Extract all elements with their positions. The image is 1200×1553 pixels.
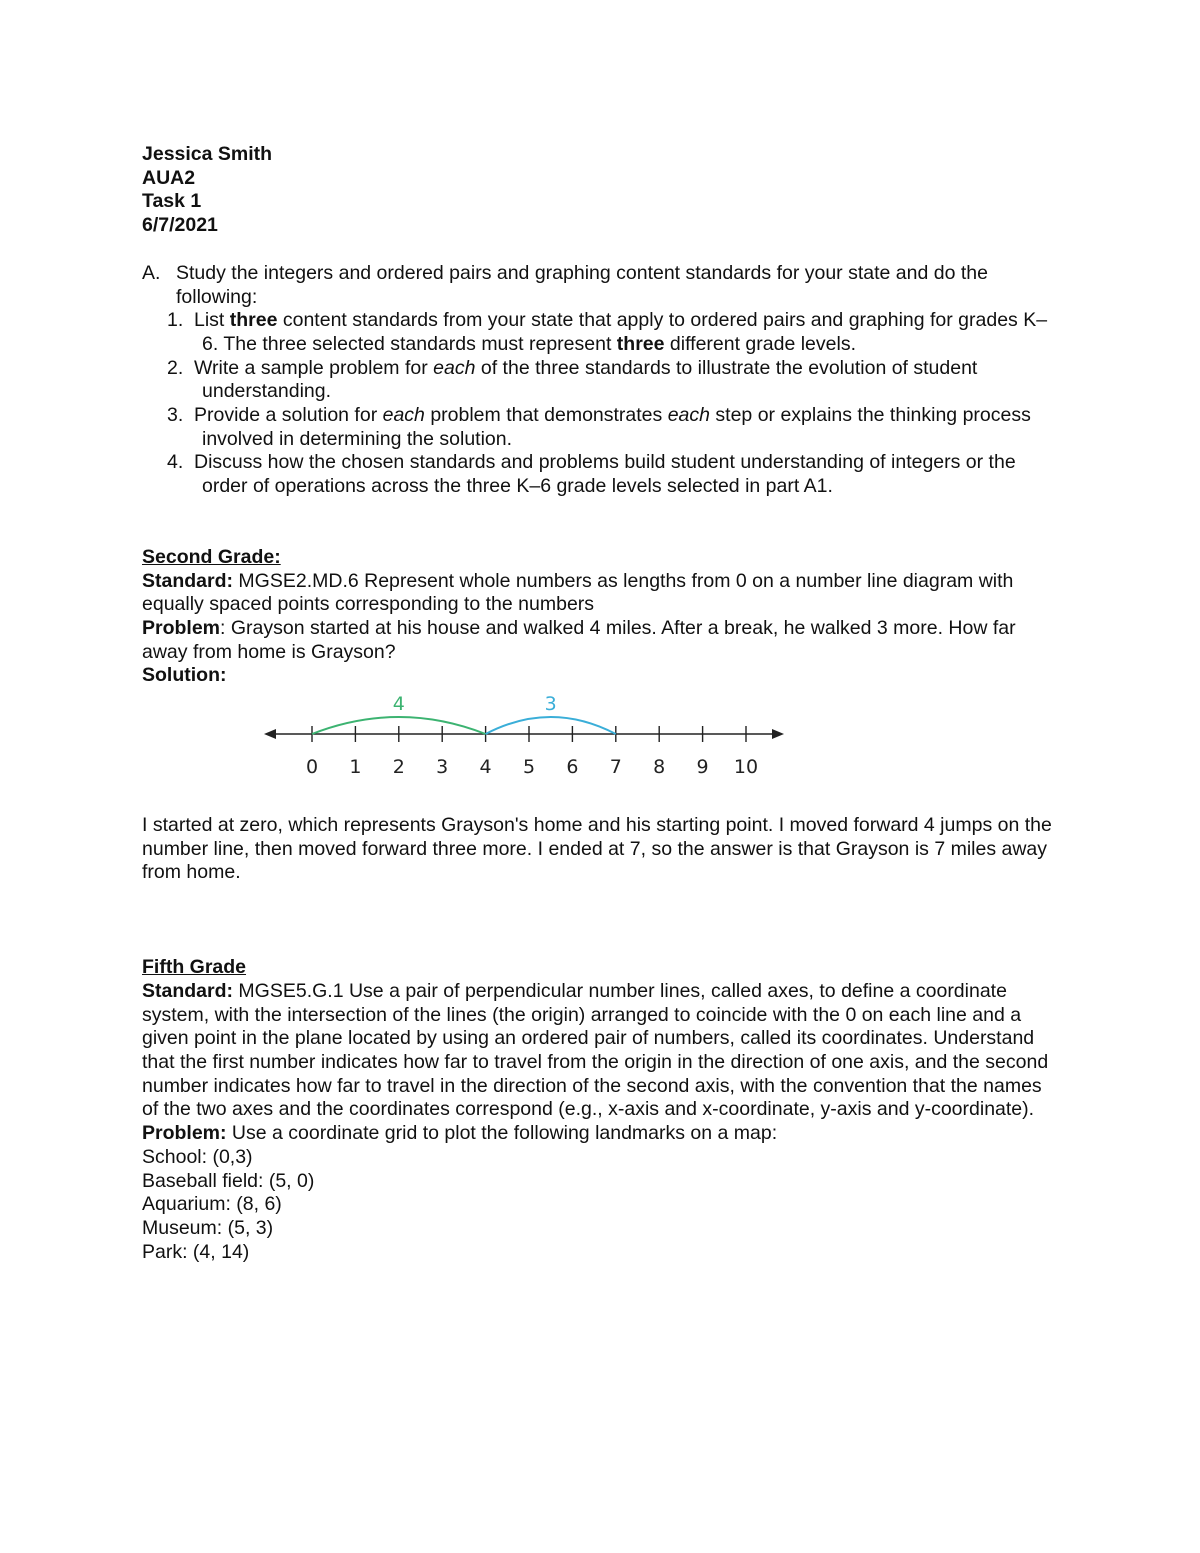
task-item-3: 3. Provide a solution for each problem that demonstrates each step or explains the thinking process involved in determining the solution.	[167, 404, 1031, 450]
right-arrow-icon	[772, 729, 784, 739]
task-item-1: 1. List three content standards from your state that apply to ordered pairs and graphing for grades K–6. The three selected standards must represent three different grade levels.	[167, 309, 1048, 355]
document-date: 6/7/2021	[142, 214, 218, 237]
number-line-tick-label: 6	[566, 756, 579, 779]
task-item-4: 4. Discuss how the chosen standards and problems build student understanding of integers or the order of operations across the three K–6 grade levels selected in part A1.	[167, 451, 1016, 498]
number-line-tick-label: 0	[305, 756, 319, 779]
number-line-tick-label: 8	[653, 756, 666, 779]
landmark-item: School: (0,3)	[142, 1145, 253, 1168]
jump-label-3: 3	[544, 693, 557, 716]
second-grade-problem: Problem: Grayson started at his house and walked 4 miles. After a break, he walked 3 more. How far away from home is Grayson?	[142, 616, 1016, 663]
jump-label-4: 4	[392, 693, 405, 716]
number-line-tick-label: 5	[522, 756, 536, 779]
section-a-intro: Study the integers and ordered pairs and graphing content standards for your state and do the following:	[176, 261, 988, 308]
jump-arc-3	[486, 717, 616, 734]
number-line-tick-label: 4	[479, 756, 492, 779]
number-line-tick-label: 2	[392, 756, 405, 779]
task-title: Task 1	[142, 190, 202, 213]
task-item-2: 2. Write a sample problem for each of the three standards to illustrate the evolution of student understanding.	[167, 356, 978, 403]
course-code: AUA2	[142, 166, 196, 189]
left-arrow-icon	[264, 729, 276, 739]
fifth-grade-problem: Problem: Use a coordinate grid to plot the following landmarks on a map:	[142, 1122, 778, 1145]
author-name: Jessica Smith	[142, 143, 273, 165]
fifth-grade-heading: Fifth Grade	[142, 956, 247, 979]
number-line-diagram	[262, 692, 802, 788]
second-grade-explanation: I started at zero, which represents Grayson's home and his starting point. I moved forward 4 jumps on the number line, then moved forward three more. I ended at 7, so the answer is that Grayson is 7 miles away from home.	[142, 814, 1052, 884]
second-grade-heading: Second Grade:	[142, 545, 281, 568]
fifth-grade-section	[142, 956, 1062, 1264]
fifth-grade-standard: Standard: MGSE5.G.1 Use a pair of perpendicular number lines, called axes, to define a coordinate system, with the intersection of the lines (the origin) arranged to coincide with the 0 on each line and a given point in the plane located by using an ordered pair of numbers, called its coordinates. Understand that the first number indicates how far to travel from the origin in the direction of one axis, and the second number indicates how far to travel in the direction of the second axis, with the convention that the names of the two axes and the coordinates correspond (e.g., x-axis and x-coordinate, y-axis and y-coordinate).	[142, 979, 1049, 1121]
landmark-item: Aquarium: (8, 6)	[142, 1193, 282, 1216]
document-content	[142, 143, 1062, 1264]
second-grade-solution-label: Solution:	[142, 664, 227, 687]
section-a	[142, 262, 1062, 499]
second-grade-section	[142, 546, 1062, 885]
number-line-tick-label: 9	[696, 756, 709, 779]
number-line-tick-label: 3	[436, 756, 449, 779]
second-grade-standard: Standard: MGSE2.MD.6 Represent whole numbers as lengths from 0 on a number line diagram with equally spaced points corresponding to the numbers	[142, 569, 1014, 616]
task-list	[142, 309, 1062, 499]
landmark-item: Museum: (5, 3)	[142, 1216, 274, 1239]
number-line-tick-label: 1	[349, 756, 362, 779]
number-line-tick-label: 10	[733, 756, 759, 779]
section-a-letter: A.	[142, 261, 161, 284]
landmark-item: Park: (4, 14)	[142, 1240, 250, 1263]
landmark-item: Baseball field: (5, 0)	[142, 1169, 315, 1192]
number-line-tick-label: 7	[609, 756, 622, 779]
landmark-list	[142, 1146, 1062, 1265]
